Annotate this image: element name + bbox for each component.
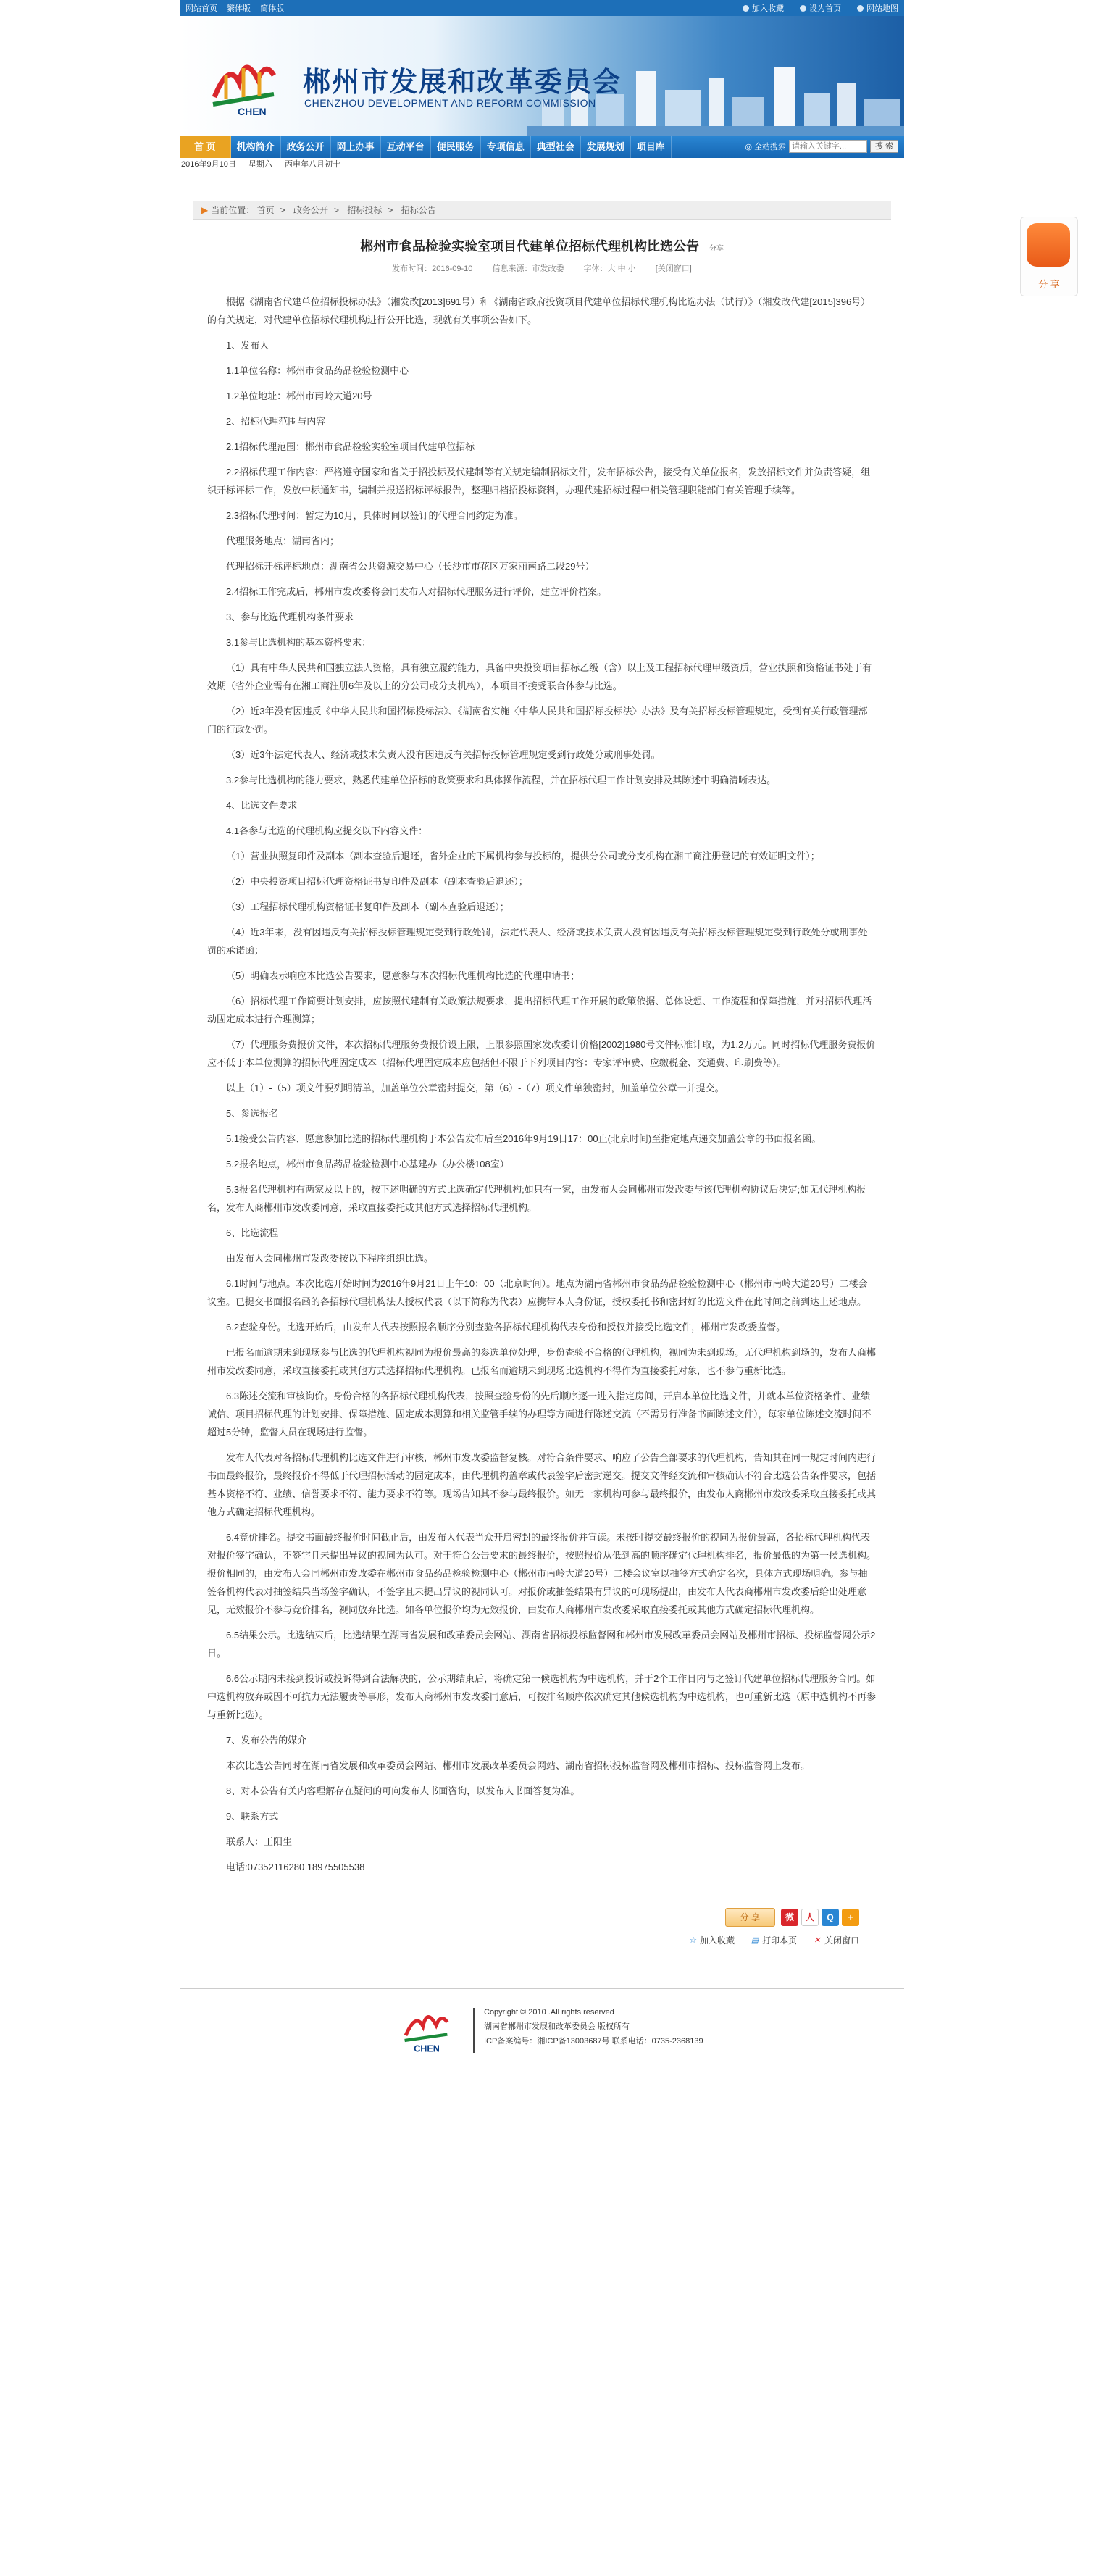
article-paragraph: （5）明确表示响应本比选公告要求，愿意参与本次招标代理机构比选的代理申请书； [226,970,580,981]
article-paragraph: （2）近3年没有因违反《中华人民共和国招标投标法》、《湖南省实施〈中华人民共和国招标投标法〉办法》及有关招标投标管理规定，受到有关行政管理部门的行政处罚。 [207,706,868,735]
search-icon: ◎ [745,142,752,151]
article-paragraph: 以上（1）-（5）项文件要列明清单，加盖单位公章密封提交，第（6）-（7）项文件单独密封，加盖单位公章一并提交。 [226,1083,724,1093]
add-favorite-action[interactable]: ☆ 加入收藏 [689,1935,735,1946]
article-paragraph: 9、联系方式 [226,1811,279,1822]
info-source: 信息来源：市发改委 [492,264,564,273]
nav-typical[interactable]: 典型社会 [531,136,581,158]
article-paragraph: 已报名而逾期未到现场参与比选的代理机构视同为报价最高的参选单位处理，身份查验不合格的代理机构，视同为未到现场。无代理机构到场的，发布人商郴州市发改委同意，采取直接委托或其他方式选择招标代理机构。已报名而逾期未到现场比选机构不得作为直接委托对象，也不参与重新比选。 [207,1347,877,1376]
article-paragraph: 代理服务地点：湖南省内； [226,535,340,546]
nav-planning[interactable]: 发展规划 [581,136,631,158]
breadcrumb-item[interactable]: 政务公开 [293,205,328,215]
favorite-icon: ☆ [689,1935,696,1945]
page-actions [671,1934,859,1946]
article-paragraph: 4、比选文件要求 [226,800,298,811]
print-page-action[interactable]: ▤ 打印本页 [751,1935,797,1946]
article-paragraph: （2）中央投资项目招标代理资格证书复印件及副本（副本查验后退还）； [226,876,528,887]
main-nav [180,136,904,158]
search-label: ◎ 全站搜索 [745,142,786,151]
article-paragraph: 6.2查验身份。比选开始后，由发布人代表按照报名顺序分别查验各招标代理机构代表身份和授权并接受比选文件，郴州市发改委监督。 [226,1322,786,1333]
article-paragraph: 2.1招标代理范围：郴州市食品检验实验室项目代建单位招标 [226,441,475,452]
article-paragraph: 3.1参与比选机构的基本资格要求： [226,637,372,648]
article-paragraph: 电话:07352116280 18975505538 [226,1862,365,1872]
floating-share-label: 分 享 [1038,279,1060,290]
nav-public-affairs[interactable]: 政务公开 [281,136,331,158]
add-favorite-link[interactable]: 加入收藏 [743,2,784,14]
article-paragraph: 6.4竞价排名。提交书面最终报价时间截止后，由发布人代表当众开启密封的最终报价并宣读。未按时提交最终报价的视同为报价最高，各招标代理机构代表对报价签字确认，不签字且未提出异议的视同为认可。对于符合公告要求的最终报价，按照报价从低到高的顺序确定代理机构排名，报价最低的为第一候选机构。报价相同的，由发布人会同郴州市发改委在郴州市食品药品检验检测中心（郴州市南岭大道20号）二楼会议室以抽签方式确定名次，具体方式现场明确。参与抽签各机构代表对抽签结果当场签字确认，不签字且未提出异议的视同认可。对报价或抽签结果有异议的可现场提出，由发布人代表商郴州市发改委后给出处理意见，无效报价不参与竞价排名，视同放弃比选。如各单位报价均为无效报价，由发布人商郴州市发改委采取直接委托或其他方式确定招标代理机构。 [207,1532,877,1615]
article-paragraph: 5.3报名代理机构有两家及以上的，按下述明确的方式比选确定代理机构;如只有一家，由发布人会同郴州市发改委与该代理机构协议后决定;如无代理机构报名，发布人商郴州市发改委同意，采取直接委托或其他方式选择招标代理机构。 [207,1184,866,1213]
article-paragraph: 6、比选流程 [226,1227,279,1238]
nav-about[interactable]: 机构简介 [231,136,281,158]
close-icon: ✕ [814,1935,821,1945]
site-search [745,140,898,153]
more-share-icon[interactable]: + [842,1909,859,1926]
article-paragraph: （4）近3年来，没有因违反有关招标投标管理规定受到行政处罚，法定代表人、经济或技术负责人没有因违反有关招标投标管理规定受到行政处分或刑事处罚的承诺函； [207,927,868,956]
article-paragraph: 1.1单位名称：郴州市食品药品检验检测中心 [226,365,409,376]
breadcrumb-arrow-icon: ▶ [201,205,209,215]
home-icon [800,5,806,12]
article-paragraph: 2.4招标工作完成后，郴州市发改委将会同发布人对招标代理服务进行评价，建立评价档案。 [226,586,607,597]
article-paragraph: 6.5结果公示。比选结束后，比选结果在湖南省发展和改革委员会网站、湖南省招标投标监督网和郴州市发展改革委员会网站及郴州市招标、投标监督网公示2日。 [207,1630,876,1659]
article-paragraph: 由发布人会同郴州市发改委按以下程序组织比选。 [226,1253,434,1264]
article-paragraph: 6.3陈述交流和审核询价。身份合格的各招标代理机构代表，按照查验身份的先后顺序逐一进入指定房间，开启本单位比选文件，并就本单位资格条件、业绩诚信、项目招标代理的计划安排、保障措施、固定成本测算和相关监管手续的办理等方面进行陈述交流（不需另行准备书面陈述文件），每家单位陈述交流时间不超过5分钟，监督人员在现场进行监督。 [207,1391,872,1438]
article-meta [193,260,891,278]
owner: 湖南省郴州市发展和改革委员会 版权所有 [484,2022,630,2031]
article-title: 郴州市食品检验实验室项目代建单位招标代理机构比选公告 [360,239,699,254]
nav-interaction[interactable]: 互动平台 [381,136,431,158]
article-paragraph: 1.2单位地址：郴州市南岭大道20号 [226,391,372,401]
footer-logo-text: CHEN [414,2043,440,2054]
top-utility-bar [180,0,904,16]
site-footer [180,1988,904,2069]
breadcrumb-item[interactable]: 首页 [256,205,275,215]
share-button[interactable]: 分 享 [725,1908,775,1927]
search-input[interactable] [789,140,867,153]
font-size-switch[interactable]: 字体：大 中 小 [583,264,636,273]
share-mini-button[interactable]: 分享 [709,245,724,253]
article [193,235,891,1946]
article-paragraph: （3）工程招标代理机构资格证书复印件及副本（副本查验后退还）； [226,901,509,912]
article-paragraph: 6.1时间与地点。本次比选开始时间为2016年9月21日上午10：00（北京时间）。地点为湖南省郴州市食品药品检验检测中心（郴州市南岭大道20号）二楼会议室。已提交书面报名函的各招标代理机构法人授权代表（以下简称为代表）应携带本人身份证，授权委托书和密封好的比选文件在此时间之前到达上述地点。 [207,1278,868,1307]
link-home-page[interactable]: 网站首页 [185,4,217,13]
nav-projects[interactable]: 项目库 [631,136,672,158]
article-paragraph: （6）招标代理工作简要计划安排，应按照代建制有关政策法规要求，提出招标代理工作开展的政策依据、总体设想、工作流程和保障措施，并对招标代理活动固定成本进行合理测算； [207,996,872,1025]
set-homepage-link[interactable]: 设为首页 [800,2,841,14]
article-paragraph: 3、参与比选代理机构条件要求 [226,612,354,622]
article-paragraph: 2.3招标代理时间：暂定为10月，具体时间以签订的代理合同约定为准。 [226,510,523,521]
footer-text [484,2005,703,2048]
article-paragraph: 本次比选公告同时在湖南省发展和改革委员会网站、郴州市发展改革委员会网站、湖南省招标投标监督网及郴州市招标、投标监督网上发布。 [226,1760,811,1771]
share-icon [1027,223,1070,267]
breadcrumb-item[interactable]: 招标公告 [401,205,436,215]
floating-share-widget[interactable] [1020,217,1078,296]
breadcrumb: ▶ 当前位置： 首页 > 政务公开 > 招标投标 > 招标公告 [193,201,891,220]
link-traditional[interactable]: 繁体版 [227,4,251,13]
article-paragraph: 3.2参与比选机构的能力要求，熟悉代建单位招标的政策要求和具体操作流程，并在招标代理工作计划安排及其陈述中明确清晰表达。 [226,775,777,785]
article-paragraph: 2.2招标代理工作内容：严格遵守国家和省关于招投标及代建制等有关规定编制招标文件，发布招标公告，接受有关单位报名，发放招标文件并负责答疑，组织开标评标工作，发放中标通知书，编制并报送招标评标报告，整理归档招投标资料，办理代建招标过程中相关管理职能部门有关管理手续等。 [207,467,871,496]
publish-time: 发布时间：2016-09-10 [392,264,473,273]
article-paragraph: 5.2报名地点，郴州市食品药品检验检测中心基建办（办公楼108室） [226,1159,509,1170]
date-bar [180,158,904,171]
site-subtitle: CHENZHOU DEVELOPMENT AND REFORM COMMISSION [304,97,596,109]
article-paragraph: （1）具有中华人民共和国独立法人资格，具有独立履约能力，具备中央投资项目招标乙级（含）以上及工程招标代理甲级资质，营业执照和资格证书处于有效期（省外企业需有在湘工商注册6年及以上的分公司或分支机构），本项目不接受联合体参与比选。 [207,662,872,691]
site-title: 郴州市发展和改革委员会 [303,65,622,98]
article-paragraph: 5、参选报名 [226,1108,279,1119]
footer-logo [397,2005,455,2056]
weibo-share-icon[interactable]: 微 [781,1909,798,1926]
article-paragraph: （7）代理服务费报价文件，本次招标代理服务费报价设上限，上限参照国家发改委计价格[2002]1980号文件标准计取，为1.2万元。同时招标代理服务费报价应不低于本单位测算的招标代理固定成本（招标代理固定成本应包括但不限于下列项目内容：专家评审费、应缴税金、交通费、印刷费等）。 [207,1039,876,1068]
breadcrumb-prefix: 当前位置： [211,205,255,215]
article-body [193,293,891,1876]
qzone-share-icon[interactable]: Q [822,1909,839,1926]
article-paragraph: 4.1各参与比选的代理机构应提交以下内容文件： [226,825,428,836]
logo-text: CHEN [238,106,267,117]
share-toolbar [671,1908,859,1927]
close-window-action[interactable]: ✕ 关闭窗口 [814,1935,859,1946]
copyright: Copyright © 2010 .All rights reserved [484,2008,614,2017]
star-icon [743,5,749,12]
page-wrapper [180,0,904,2069]
link-simplified[interactable]: 简体版 [260,4,285,13]
current-weekday: 星期六 [248,160,272,169]
print-icon: ▤ [751,1935,759,1945]
article-paragraph: 联系人：王阳生 [226,1836,293,1847]
article-paragraph: 代理招标开标评标地点：湖南省公共资源交易中心（长沙市市花区万家丽南路二段29号） [226,561,595,572]
article-paragraph: 5.1接受公告内容、愿意参加比选的招标代理机构于本公告发布后至2016年9月19日17：00止(北京时间)至指定地点递交加盖公章的书面报名函。 [226,1133,822,1144]
article-paragraph: 根据《湖南省代建单位招标投标办法》（湘发改[2013]691号）和《湖南省政府投资项目代建单位招标代理机构比选办法（试行）》（湘发改代建[2015]396号）的有关规定，对代建单位招标代理机构进行公开比选，现就有关事项公告如下。 [207,296,871,325]
current-date: 2016年9月10日 [181,160,236,169]
article-paragraph: （3）近3年法定代表人、经济或技术负责人没有因违反有关招标投标管理规定受到行政处分或刑事处罚。 [226,749,661,760]
sitemap-link[interactable]: 网站地图 [857,2,898,14]
search-button[interactable]: 搜 索 [870,140,898,153]
article-paragraph: 发布人代表对各招标代理机构比选文件进行审核，郴州市发改委监督复核。对符合条件要求、响应了公告全部要求的代理机构，告知其在同一规定时间内进行书面最终报价，最终报价不得低于代理招标活动的固定成本，由代理机构盖章或代表签字后密封递交。提交文件经交流和审核确认不符合比选公告条件要求，包括基本资格不符、业绩、信誉要求不符、能力要求不符等。现场告知其不参与最终报价。如无一家机构可参与最终报价，由发布人商郴州市发改委采取直接委托或其他方式确定招标代理机构。 [207,1452,877,1517]
nav-special-info[interactable]: 专项信息 [481,136,531,158]
breadcrumb-item[interactable]: 招标投标 [347,205,383,215]
nav-online-service[interactable]: 网上办事 [331,136,381,158]
article-paragraph: 2、招标代理范围与内容 [226,416,326,427]
close-window-link[interactable]: [关闭窗口] [655,264,692,273]
article-paragraph: 1、发布人 [226,340,269,351]
nav-public-service[interactable]: 便民服务 [431,136,481,158]
renren-share-icon[interactable]: 人 [801,1909,819,1926]
lunar-date: 丙申年八月初十 [284,160,340,169]
article-paragraph: 7、发布公告的媒介 [226,1735,307,1746]
article-paragraph: 6.6公示期内未接到投诉或投诉得到合法解决的，公示期结束后，将确定第一候选机构为中选机构，并于2个工作日内与之签订代建单位招标代理服务合同。如中选机构放弃或因不可抗力无法履责等事形，发布人商郴州市发改委同意后，可按排名顺序依次确定其他候选机构为中选机构，也可重新比选（原中选机构不再参与重新比选）。 [207,1673,877,1720]
icp-info: ICP备案编号：湘ICP备13003687号 联系电话：0735-2368139 [484,2037,703,2046]
article-paragraph: 8、对本公告有关内容理解存在疑问的可向发布人书面咨询，以发布人书面答复为准。 [226,1785,580,1796]
footer-divider [473,2008,475,2053]
nav-home[interactable]: 首 页 [180,136,231,158]
site-banner [180,16,904,136]
article-title-row [193,235,891,257]
article-paragraph: （1）营业执照复印件及副本（副本查验后退还，省外企业的下属机构参与投标的，提供分公司或分支机构在湘工商注册登记的有效证明文件）； [226,851,820,862]
sitemap-icon [857,5,864,12]
